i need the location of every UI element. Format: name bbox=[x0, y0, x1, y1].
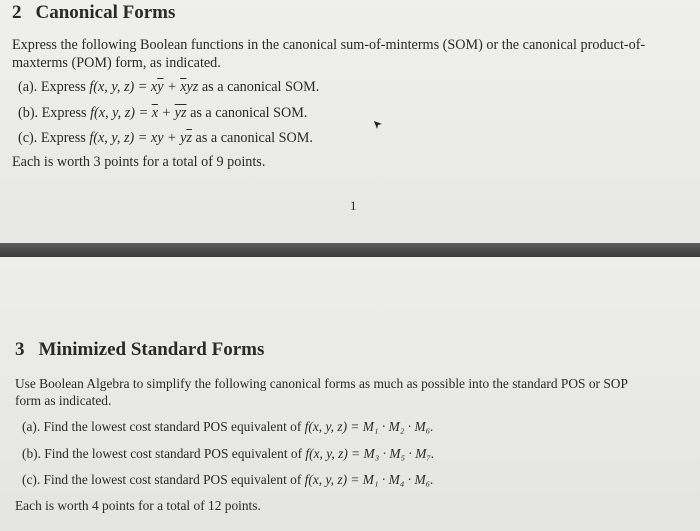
item-b-lhs: f(x, y, z) = bbox=[90, 105, 152, 121]
item-c-expression: f(x, y, z) = M₁ · M₄ · M₆. bbox=[304, 472, 434, 487]
section-3-intro-line-1: Use Boolean Algebra to simplify the following canonical forms as much as possible into the standard POS or SOP bbox=[15, 376, 628, 391]
section-3-title: Minimized Standard Forms bbox=[38, 339, 265, 360]
section-3-item-b bbox=[22, 446, 434, 462]
page-number: 1 bbox=[350, 198, 357, 213]
section-3-item-a bbox=[22, 419, 434, 435]
section-2-number: 2 bbox=[12, 2, 22, 23]
section-2-item-c bbox=[18, 130, 313, 147]
section-3-intro-line-2: form as indicated. bbox=[15, 393, 112, 408]
item-c-expression: xy + $y\overline{z}$ bbox=[150, 130, 192, 146]
section-3-points: Each is worth 4 points for a total of 12 points. bbox=[15, 498, 261, 513]
section-2-heading bbox=[12, 2, 175, 24]
item-a-label: (a). Express bbox=[18, 79, 86, 95]
item-a-suffix: as a canonical SOM. bbox=[201, 79, 320, 95]
section-2-intro-line-2: maxterms (POM) form, as indicated. bbox=[12, 55, 221, 71]
item-c-label: (c). Find the lowest cost standard POS equivalent of bbox=[22, 472, 302, 487]
section-2-intro-line-1: Express the following Boolean functions in the canonical sum-of-minterms (SOM) or the canonical product-of- bbox=[12, 37, 646, 53]
mouse-pointer-icon bbox=[373, 120, 383, 130]
section-3-item-c bbox=[22, 472, 434, 488]
item-b-expression: $\overline{x} + \overline{y}\overline{z}$ bbox=[151, 105, 187, 121]
item-a-label: (a). Find the lowest cost standard POS equivalent of bbox=[22, 419, 302, 434]
section-2-item-a bbox=[18, 79, 319, 96]
item-b-label: (b). Find the lowest cost standard POS equivalent of bbox=[22, 446, 303, 461]
page-gap-shadow bbox=[0, 243, 700, 257]
item-a-lhs: f(x, y, z) = bbox=[89, 79, 151, 95]
section-2-item-b bbox=[18, 105, 307, 122]
item-b-label: (b). Express bbox=[18, 105, 87, 121]
section-2-points: Each is worth 3 points for a total of 9 points. bbox=[12, 154, 266, 170]
item-a-expression: $x\overline{y} + \overline{x}yz$ bbox=[150, 79, 199, 95]
item-b-suffix: as a canonical SOM. bbox=[190, 105, 308, 121]
section-3-heading bbox=[15, 339, 264, 361]
item-a-expression: f(x, y, z) = M₁ · M₂ · M₆. bbox=[304, 419, 434, 434]
item-c-label: (c). Express bbox=[18, 130, 86, 146]
section-2-title: Canonical Forms bbox=[35, 2, 176, 23]
item-c-suffix: as a canonical SOM. bbox=[195, 130, 313, 146]
item-c-lhs: f(x, y, z) = bbox=[89, 130, 151, 146]
item-b-expression: f(x, y, z) = M₃ · M₅ · M₇. bbox=[305, 446, 435, 461]
section-3-number: 3 bbox=[15, 339, 25, 360]
